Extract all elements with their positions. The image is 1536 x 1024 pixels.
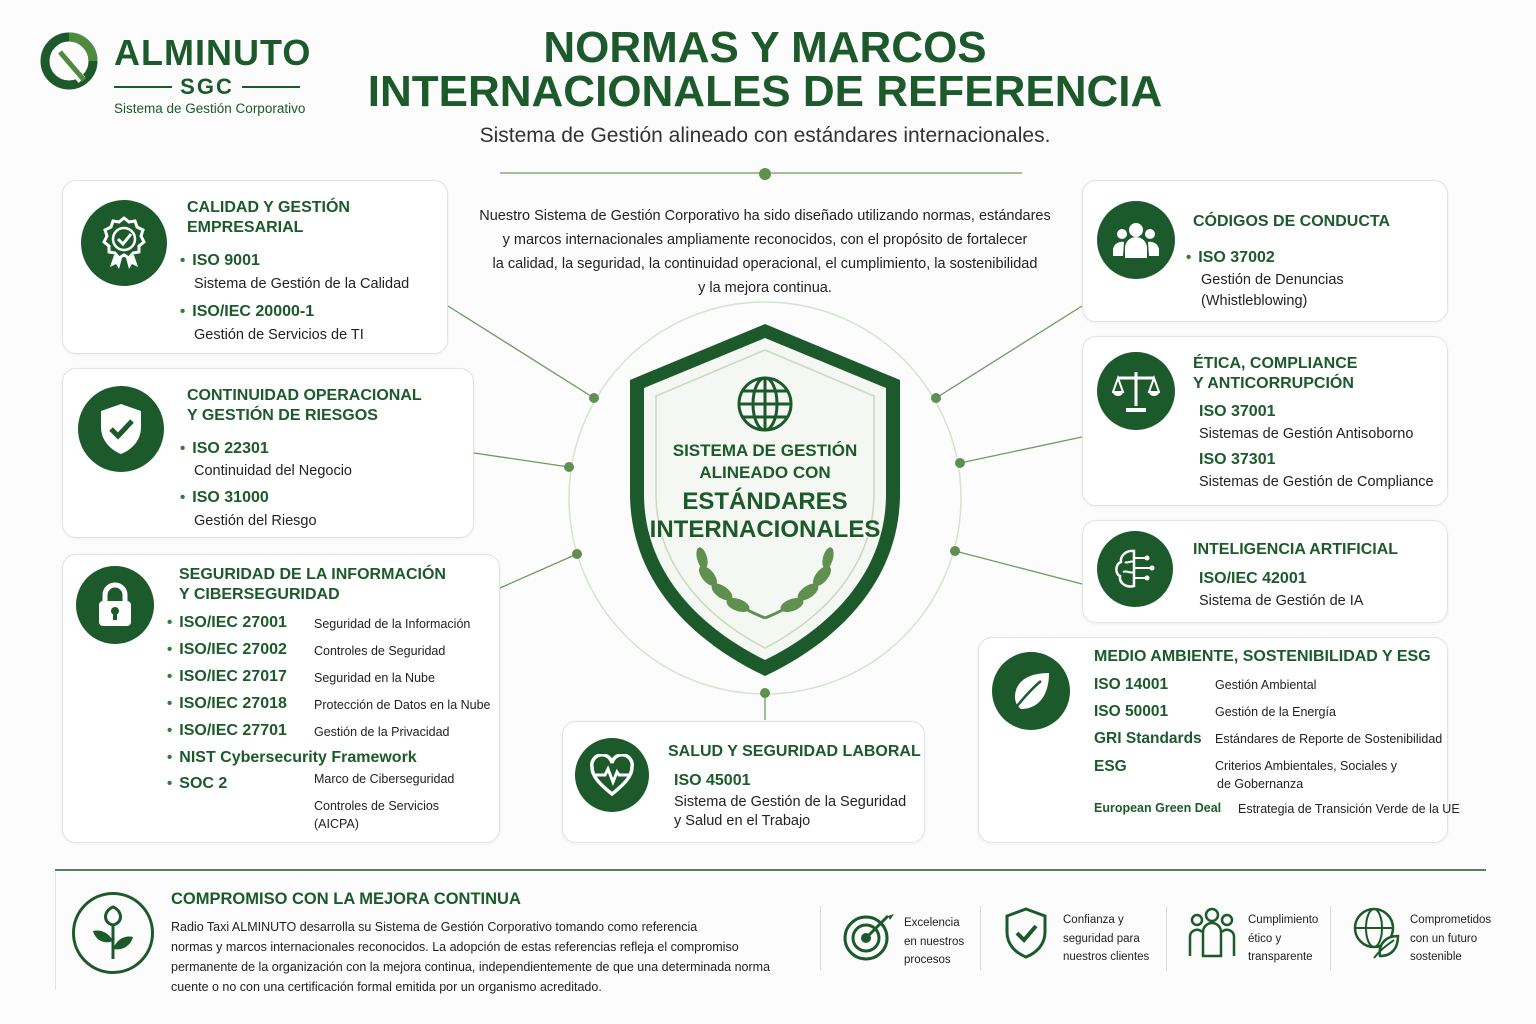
salud-code: ISO 45001 [674, 772, 751, 789]
page-subtitle: Sistema de Gestión alineado con estándares internacionales. [479, 124, 1051, 147]
ia-code: ISO/IEC 42001 [1199, 570, 1307, 587]
list-item: • ISO 9001 [180, 252, 260, 269]
brand-name: ALMINUTO [114, 32, 312, 73]
ambiente-desc: Estándares de Reporte de Sostenibilidad [1215, 732, 1443, 746]
seguridad-title: SEGURIDAD DE LA INFORMACIÓN Y CIBERSEGURIDAD [179, 566, 446, 603]
salud-title: SALUD Y SEGURIDAD LABORAL [668, 743, 921, 760]
item-desc: Gestión de la Privacidad [314, 725, 450, 739]
continuidad-title: CONTINUIDAD OPERACIONAL Y GESTIÓN DE RIESGOS [187, 387, 422, 424]
item-desc: Gestión del Riesgo [194, 513, 317, 529]
item-desc: Controles de Seguridad [314, 644, 446, 658]
value-comprometidos: Comprometidos con un futuro sostenible [1410, 914, 1492, 963]
brain-circuit-icon [1097, 531, 1173, 607]
footer-title: COMPROMISO CON LA MEJORA CONTINUA [171, 890, 521, 908]
conducta-desc1: Gestión de Denuncias [1201, 272, 1344, 288]
brand-tagline: Sistema de Gestión Corporativo [114, 101, 306, 116]
salud-desc1: Sistema de Gestión de la Seguridad [674, 794, 907, 810]
item-desc: Sistema de Gestión de la Calidad [194, 276, 410, 292]
ambiente-title: MEDIO AMBIENTE, SOSTENIBILIDAD Y ESG [1094, 648, 1431, 665]
calidad-title: CALIDAD Y GESTIÓN EMPRESARIAL [187, 199, 350, 236]
globe-icon [739, 378, 791, 430]
list-item: • ISO/IEC 27002 [167, 641, 287, 658]
list-item: • SOC 2 [167, 775, 228, 792]
plant-icon [72, 892, 154, 974]
ambiente-code: ESG [1094, 758, 1127, 775]
etica-code: ISO 37301 [1199, 451, 1276, 468]
list-item: • ISO/IEC 20000-1 [180, 303, 315, 320]
heart-pulse-icon [575, 738, 649, 812]
item-desc: Marco de Ciberseguridad [314, 772, 455, 786]
conducta-desc2: (Whistleblowing) [1201, 293, 1308, 309]
brand-sub: SGC [114, 74, 300, 100]
intro-text: Nuestro Sistema de Gestión Corporativo ha sido diseñado utilizando normas, estándares y marcos internacionales ampliamente reconocidos, con el propósito de fortalecer la calidad, la seguridad, la continuidad operacional, el cumplimiento, la sostenibilidad y la mejora continua. [479, 208, 1051, 296]
globe-leaf-icon [1352, 906, 1402, 965]
salud-desc2: y Salud en el Trabajo [674, 813, 811, 829]
list-item: • ISO/IEC 27017 [167, 668, 287, 685]
logo [38, 30, 100, 92]
list-item: • ISO 22301 [180, 440, 269, 457]
etica-title: ÉTICA, COMPLIANCE Y ANTICORRUPCIÓN [1193, 355, 1358, 392]
item-desc: (AICPA) [314, 817, 359, 831]
quality-badge-icon [81, 200, 167, 286]
leaf-icon [992, 652, 1070, 730]
value-excelencia: Excelencia en nuestros procesos [904, 917, 965, 966]
target-icon [842, 908, 896, 967]
ia-desc: Sistema de Gestión de IA [1199, 593, 1364, 609]
item-desc: Seguridad en la Nube [314, 671, 435, 685]
lock-icon [76, 566, 154, 644]
group-icon [1097, 201, 1175, 279]
ambiente-desc: Gestión de la Energía [1215, 705, 1336, 719]
list-item: • NIST Cybersecurity Framework [167, 749, 417, 766]
shield-text: SISTEMA DE GESTIÓN ALINEADO CON ESTÁNDARES INTERNACIONALES [649, 441, 881, 543]
footer-paragraph: Radio Taxi ALMINUTO desarrolla su Sistema de Gestión Corporativo tomando como referencia normas y marcos internacionales reconocidos. La adopción de estas referencias refleja el compromiso permanente de la organización con la mejora continua, independientemente de que una determinada norma cuente o no con una certificación formal emitida por un organismo acreditado. [171, 920, 771, 994]
ambiente-code: ISO 50001 [1094, 703, 1169, 720]
item-desc: Gestión de Servicios de TI [194, 327, 364, 343]
scale-icon [1097, 352, 1175, 430]
list-item: • ISO 37002 [1186, 249, 1275, 266]
value-confianza: Confianza y seguridad para nuestros clientes [1063, 914, 1150, 963]
conducta-title: CÓDIGOS DE CONDUCTA [1193, 213, 1391, 230]
shield-check-outline-icon [1003, 906, 1049, 965]
item-desc: Continuidad del Negocio [194, 463, 352, 479]
people-icon [1188, 906, 1236, 965]
etica-desc: Sistemas de Gestión de Compliance [1199, 474, 1434, 490]
item-desc: Controles de Servicios [314, 799, 440, 813]
list-item: • ISO/IEC 27001 [167, 614, 287, 631]
ambiente-desc: de Gobernanza [1217, 777, 1304, 791]
ambiente-desc: Estrategia de Transición Verde de la UE [1238, 802, 1460, 816]
ambiente-code: ISO 14001 [1094, 676, 1169, 693]
logo-mark-icon [38, 30, 100, 92]
ambiente-desc: Criterios Ambientales, Sociales y [1215, 759, 1398, 773]
page-title-line2: INTERNACIONALES DE REFERENCIA [367, 67, 1163, 116]
ambiente-code: GRI Standards [1094, 730, 1202, 747]
shield-check-icon [78, 386, 164, 472]
ambiente-code: European Green Deal [1094, 801, 1222, 815]
ia-title: INTELIGENCIA ARTIFICIAL [1193, 541, 1399, 558]
list-item: • ISO 31000 [180, 489, 269, 506]
list-item: • ISO/IEC 27018 [167, 695, 287, 712]
item-desc: Protección de Datos en la Nube [314, 698, 491, 712]
etica-desc: Sistemas de Gestión Antisoborno [1199, 426, 1414, 442]
page-title-line1: NORMAS Y MARCOS [543, 23, 987, 72]
ambiente-desc: Gestión Ambiental [1215, 678, 1317, 692]
list-item: • ISO/IEC 27701 [167, 722, 287, 739]
etica-code: ISO 37001 [1199, 403, 1276, 420]
item-desc: Seguridad de la Información [314, 617, 471, 631]
value-cumplimiento: Cumplimiento ético y transparente [1248, 914, 1319, 963]
